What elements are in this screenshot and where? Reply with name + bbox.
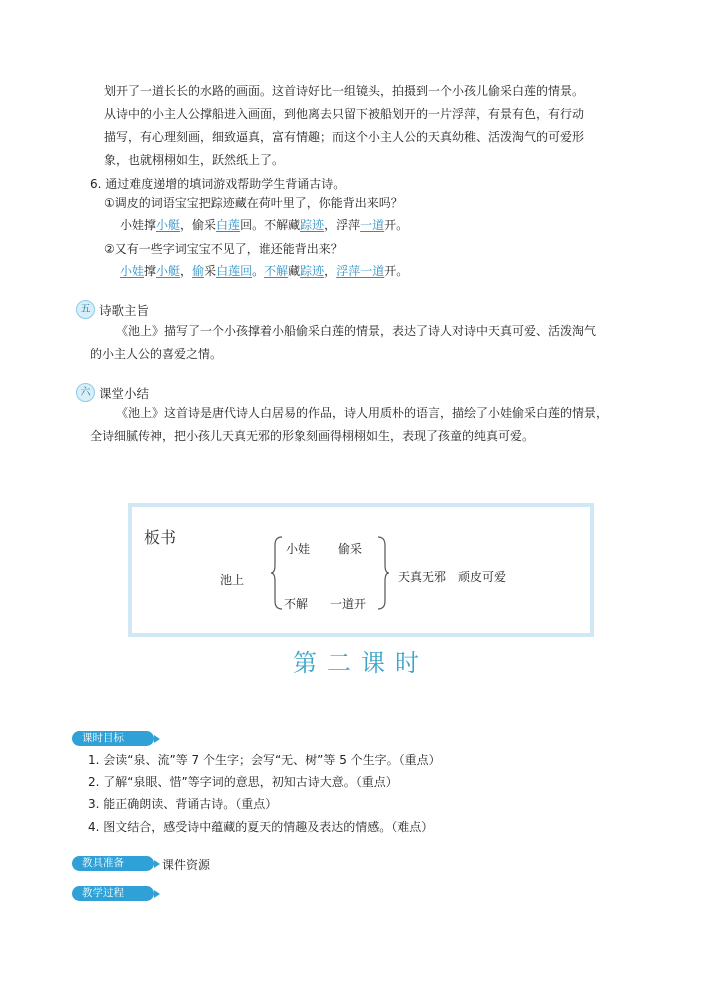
section6-badge: 六: [76, 383, 95, 402]
section5-line-2: 的小主人公的喜爱之情。: [90, 347, 223, 361]
goals-label: 课时目标: [72, 731, 154, 746]
board-result: 天真无邪 顽皮可爱: [398, 570, 507, 584]
answer2-blank: 白莲回: [216, 264, 253, 278]
answer1-blank: 踪迹: [300, 218, 325, 232]
board-bottom-right: 一道开: [330, 597, 367, 611]
intro-line-1: 划开了一道长长的水路的画面。这首诗好比一组镜头，拍摄到一个小孩儿偷采白莲的情景。: [104, 84, 585, 98]
answer1-text: ，偷采: [180, 218, 217, 232]
section5-title: 诗歌主旨: [99, 303, 150, 318]
answer1-text: 小娃撑: [120, 218, 157, 232]
goal-3: 3. 能正确朗读、背诵古诗。（重点）: [88, 797, 278, 811]
board-bottom-left: 不解: [284, 597, 309, 611]
answer2-blank: 浮萍一道: [336, 264, 385, 278]
prep-value: 课件资源: [162, 858, 211, 872]
lesson2-title: 第二课时: [293, 649, 429, 677]
left-brace-icon: [270, 535, 284, 611]
item6-question-1: ①调皮的词语宝宝把踪迹藏在荷叶里了，你能背出来吗？: [104, 196, 403, 210]
answer2-blank: 踪迹: [300, 264, 325, 278]
goal-2: 2. 了解“泉眼、惜”等字词的意思，初知古诗大意。（重点）: [88, 775, 398, 789]
answer2-text: ，: [180, 264, 193, 278]
goal-1: 1. 会读“泉、流”等 7 个生字；会写“无、树”等 5 个生字。（重点）: [88, 753, 441, 767]
answer1-text: ，浮萍: [324, 218, 361, 232]
board-center: 池上: [220, 573, 245, 587]
answer2-blank: 小娃: [120, 264, 145, 278]
section6-line-2: 全诗细腻传神，把小孩儿天真无邪的形象刻画得栩栩如生，表现了孩童的纯真可爱。: [90, 429, 535, 443]
section6-line-1: 《池上》这首诗是唐代诗人白居易的作品，诗人用质朴的语言，描绘了小娃偷采白莲的情景，: [116, 406, 609, 420]
item6-title: 6. 通过难度递增的填词游戏帮助学生背诵古诗。: [90, 177, 346, 191]
answer1-blank: 一道: [360, 218, 385, 232]
answer1-text: 回。不解藏: [240, 218, 301, 232]
section6-title: 课堂小结: [99, 386, 150, 401]
answer1-blank: 白莲: [216, 218, 241, 232]
right-brace-icon: [376, 535, 390, 611]
answer1-text: 开。: [384, 218, 409, 232]
intro-line-3: 描写，有心理刻画，细致逼真，富有情趣；而这个小主人公的天真幼稚、活泼淘气的可爱形: [104, 130, 585, 144]
answer2-blank: 偷: [192, 264, 205, 278]
blackboard-summary: [128, 503, 594, 637]
item6-answer-1: [120, 214, 408, 237]
answer1-blank: 小艇: [156, 218, 181, 232]
section5-badge: 五: [76, 300, 95, 319]
item6-answer-2: [120, 260, 408, 283]
prep-label: 教具准备: [72, 856, 154, 871]
answer2-text: ，: [324, 264, 337, 278]
answer2-text: 开。: [384, 264, 409, 278]
answer2-text: 撑: [144, 264, 157, 278]
board-top-right: 偷采: [338, 542, 363, 556]
item6-question-2: ②又有一些字词宝宝不见了，谁还能背出来？: [104, 242, 343, 256]
answer2-blank: 小艇: [156, 264, 181, 278]
process-label: 教学过程: [72, 886, 154, 901]
intro-line-2: 从诗中的小主人公撑船进入画面，到他离去只留下被船划开的一片浮萍，有景有色，有行动: [104, 107, 585, 121]
answer2-blank: 不解: [264, 264, 289, 278]
goal-4: 4. 图文结合，感受诗中蕴藏的夏天的情趣及表达的情感。（难点）: [88, 820, 434, 834]
answer2-text: 藏: [288, 264, 301, 278]
answer2-text: 。: [252, 264, 265, 278]
section5-line-1: 《池上》描写了一个小孩撑着小船偷采白莲的情景，表达了诗人对诗中天真可爱、活泼淘气: [116, 324, 597, 338]
answer2-text: 采: [204, 264, 217, 278]
board-label: 板书: [144, 528, 177, 547]
intro-line-4: 象，也就栩栩如生，跃然纸上了。: [104, 153, 285, 167]
board-top-left: 小娃: [286, 542, 311, 556]
